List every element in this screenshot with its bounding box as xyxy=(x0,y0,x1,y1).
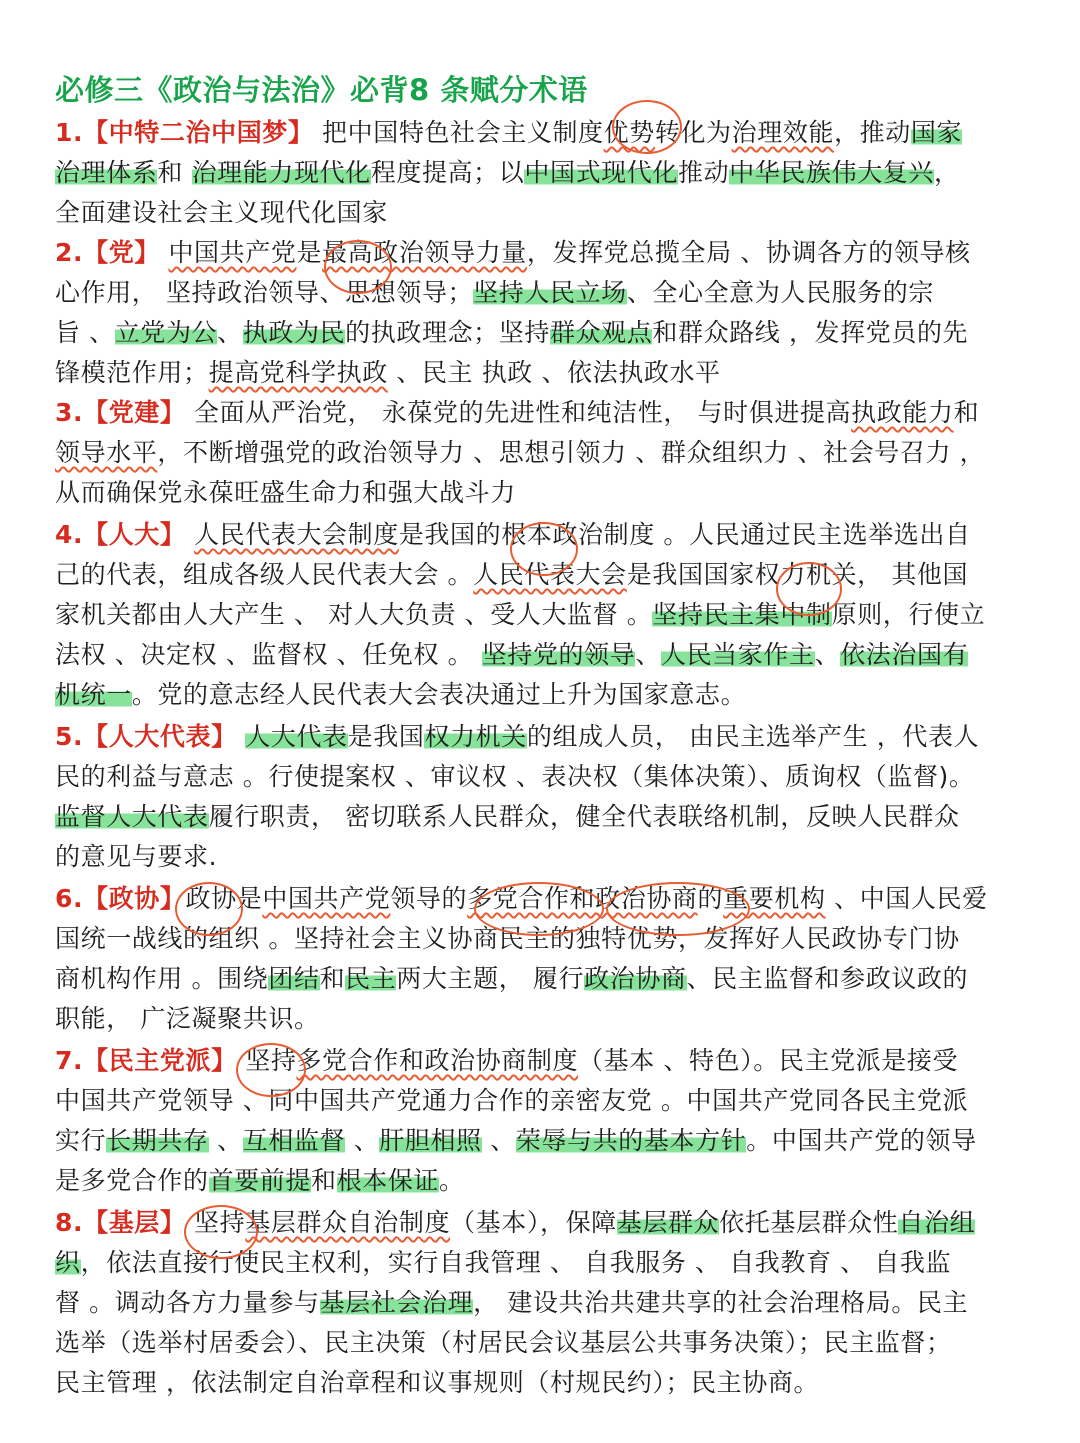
text-run: 、 xyxy=(217,318,243,347)
text-line xyxy=(55,800,960,834)
text-run: 从而确保党永葆旺盛生命力和强大战斗力 xyxy=(55,478,516,507)
text-run: 的组成人员， 由民主选举产生 ，代表人 xyxy=(526,722,980,751)
text-line xyxy=(55,558,968,592)
text-run: 督 。调动各方力量参与 xyxy=(55,1288,320,1317)
text-run: 是我国 xyxy=(347,722,425,751)
text-line xyxy=(55,598,985,632)
section-heading: 7.【民主党派】 xyxy=(55,1046,237,1075)
text-line xyxy=(55,196,388,230)
text-run: ，推动 xyxy=(834,118,911,147)
text-run: 是我国国家权力机关， 其他国 xyxy=(626,560,969,589)
text-run: 转化为 xyxy=(654,118,732,147)
highlighted-term: 治理体系 xyxy=(55,158,158,187)
underlined-term: 中国共产党 xyxy=(168,238,297,267)
text-line xyxy=(55,1044,958,1078)
highlighted-term: 权力机关 xyxy=(424,722,527,751)
text-run: 法权 、决定权 、监督权 、任免权 。 xyxy=(55,640,482,669)
text-line xyxy=(55,1286,968,1320)
text-run: 的执政理念；坚持 xyxy=(345,318,550,347)
text-line xyxy=(55,156,960,190)
text-run: 。中国共产党的领导 xyxy=(746,1126,977,1155)
text-line xyxy=(55,356,721,390)
highlighted-term: 机统一 xyxy=(55,680,132,709)
highlighted-term: 织 xyxy=(55,1248,81,1277)
text-run: 职能， 广泛凝聚共识。 xyxy=(55,1004,320,1033)
highlighted-term: 中国式现代化 xyxy=(524,158,678,187)
text-run: 坚持 xyxy=(185,1208,246,1237)
highlighted-term: 自治组 xyxy=(898,1208,976,1237)
text-run: 、 xyxy=(814,640,841,669)
text-run: ，发挥党总揽全局 、协调各方的领导核 xyxy=(526,238,971,267)
highlighted-term: 根本保证 xyxy=(336,1166,440,1195)
text-run: 锋模范作用； xyxy=(55,358,209,387)
text-run: 家机关都由人大产生 、 对人大负责 、受人大监督 。 xyxy=(55,600,653,629)
page-title: 必修三《政治与法治》必背8 条赋分术语 xyxy=(55,73,588,107)
underlined-term: 多党合作和政治协商制度 xyxy=(296,1046,579,1075)
highlighted-term: 团结 xyxy=(268,964,320,993)
highlighted-term: 民主 xyxy=(345,964,397,993)
highlighted-term: 人大代表 xyxy=(245,722,348,751)
text-run: ， 建设共治共建共享的社会治理格局。民主 xyxy=(473,1288,969,1317)
text-run: 的意见与要求. xyxy=(55,842,218,871)
text-line xyxy=(55,760,975,794)
text-line xyxy=(55,1326,952,1360)
highlighted-term: 执政为民 xyxy=(242,318,346,347)
section-heading: 5.【人大代表】 xyxy=(55,722,237,751)
text-run: 推动 xyxy=(677,158,730,187)
text-line xyxy=(55,316,968,350)
text-run: 、中国人民爱 xyxy=(825,884,988,913)
section-heading: 1.【中特二治中国梦】 xyxy=(55,118,314,147)
text-run: ， xyxy=(934,158,960,187)
highlighted-term: 坚持民主集中制 xyxy=(652,600,832,629)
text-run: 是多党合作的 xyxy=(55,1166,209,1195)
text-run: 中国共产党领导 、同中国共产党通力合作的亲密友党 。中国共产党同各民主党派 xyxy=(55,1086,969,1115)
text-run: 实行 xyxy=(55,1126,107,1155)
highlighted-term: 立党为公 xyxy=(114,318,218,347)
text-run: 程度提高；以 xyxy=(370,158,525,187)
text-run: 。党的意志经人民代表大会表决通过上升为国家意志。 xyxy=(131,680,747,709)
text-line xyxy=(55,276,934,310)
text-run: 坚持 xyxy=(236,1046,297,1075)
text-run: ，不断增强党的政治领导力 、思想引领力 、群众组织力 、社会号召力 ， xyxy=(157,438,986,467)
underlined-term: 治理效能 xyxy=(731,118,835,147)
text-run: 和 xyxy=(311,1166,337,1195)
text-run xyxy=(186,520,195,549)
underlined-term: 基层群众自治制度 xyxy=(245,1208,451,1237)
section-heading: 8.【基层】 xyxy=(55,1208,186,1237)
text-run: 、 xyxy=(635,640,661,669)
text-run xyxy=(237,722,246,751)
text-run: 的 xyxy=(697,884,724,913)
highlighted-term: 基层群众 xyxy=(616,1208,720,1237)
text-line xyxy=(55,1124,977,1158)
highlighted-term: 中华民族伟大复兴 xyxy=(729,158,934,187)
text-run: 民的利益与意志 。行使提案权 、审议权 、表决权（集体决策）、质询权（监督)。 xyxy=(55,762,975,791)
highlighted-term: 首要前提 xyxy=(208,1166,312,1195)
text-run: 旨 、 xyxy=(55,318,115,347)
text-run: 和群众路线 ，发挥党员的先 xyxy=(652,318,969,347)
text-run: 、 xyxy=(208,1126,243,1155)
text-line xyxy=(55,720,979,754)
text-run: 国统一战线的组织 。坚持社会主义协商民主的独特优势，发挥好人民政协专门协 xyxy=(55,924,960,953)
text-line xyxy=(55,1084,968,1118)
text-run: 原则，行使立 xyxy=(831,600,986,629)
underlined-term: 最高政治领导力量 xyxy=(322,238,527,267)
highlighted-term: 治理能力现代化 xyxy=(191,158,371,187)
highlighted-term: 政治协商 xyxy=(584,964,687,993)
text-line xyxy=(55,116,962,150)
text-run: （基本），保障 xyxy=(450,1208,617,1237)
text-run: 、 xyxy=(481,1126,516,1155)
text-run: 、民主 执政 、依法执政水平 xyxy=(387,358,721,387)
text-run: （基本 、特色）。民主党派是接受 xyxy=(578,1046,959,1075)
highlighted-term: 依法治国有 xyxy=(840,640,969,669)
text-line xyxy=(55,396,979,430)
text-line xyxy=(55,840,217,874)
section-heading: 4.【人大】 xyxy=(55,520,186,549)
text-run: 履行职责， 密切联系人民群众，健全代表联络机制，反映人民群众 xyxy=(208,802,960,831)
text-run: ，依法直接行使民主权利，实行自我管理 、 自我服务 、 自我教育 、 自我监 xyxy=(80,1248,952,1277)
text-run: 两大主题， 履行 xyxy=(396,964,585,993)
text-line xyxy=(55,1366,819,1400)
text-line xyxy=(55,476,516,510)
text-run: 和 xyxy=(319,964,346,993)
text-run: 是 xyxy=(296,238,323,267)
underlined-term: 多党合作和政治协商 xyxy=(467,884,698,913)
section-heading: 6.【政协】 xyxy=(55,884,186,913)
highlighted-term: 坚持人民立场 xyxy=(473,278,627,307)
highlighted-term: 长期共存 xyxy=(106,1126,209,1155)
text-line xyxy=(55,236,971,270)
text-line xyxy=(55,962,968,996)
text-line xyxy=(55,678,746,712)
text-run: 民主管理 ，依法制定自治章程和议事规则（村规民约）；民主协商。 xyxy=(55,1368,820,1397)
highlighted-term: 荣辱与共的基本方针 xyxy=(515,1126,747,1155)
highlighted-term: 基层社会治理 xyxy=(319,1288,474,1317)
text-run: 、全心全意为人民服务的宗 xyxy=(626,278,934,307)
text-line xyxy=(55,436,985,470)
text-run: 领导的 xyxy=(390,884,468,913)
text-run: 政协是 xyxy=(185,884,263,913)
text-run: 己的代表，组成各级人民代表大会 。 xyxy=(55,560,474,589)
text-line xyxy=(55,922,960,956)
highlighted-term: 群众观点 xyxy=(549,318,653,347)
section-heading: 3.【党建】 xyxy=(55,398,186,427)
text-run: 。 xyxy=(439,1166,465,1195)
text-run: 依托基层群众性 xyxy=(719,1208,899,1237)
highlighted-term: 人民当家作主 xyxy=(660,640,815,669)
highlighted-term: 国家 xyxy=(910,118,963,147)
underlined-term: 人民代表大会制度 xyxy=(194,520,399,549)
text-run: 全面建设社会主义现代化国家 xyxy=(55,198,388,227)
underlined-term: 中国共产党 xyxy=(262,884,391,913)
underlined-term: 重要机构 xyxy=(723,884,826,913)
text-run: 是我国的根本政治制度 。人民通过民主选举选出自 xyxy=(398,520,971,549)
text-run: 、民主监督和参政议政的 xyxy=(686,964,969,993)
underlined-term: 执政能力 xyxy=(851,398,954,427)
text-line xyxy=(55,1164,465,1198)
text-line xyxy=(55,518,971,552)
highlighted-term: 坚持党的领导 xyxy=(481,640,636,669)
text-line xyxy=(55,1246,951,1280)
text-line xyxy=(55,882,988,916)
text-line xyxy=(55,638,968,672)
text-line xyxy=(55,1002,320,1036)
underlined-term: 领导水平 xyxy=(55,438,158,467)
text-run: 把中国特色社会主义制度 xyxy=(313,118,604,147)
text-run: 和 xyxy=(157,158,192,187)
underlined-term: 优势 xyxy=(603,118,655,147)
highlighted-term: 肝胆相照 xyxy=(379,1126,482,1155)
section-heading: 2.【党】 xyxy=(55,238,160,267)
text-run: 和 xyxy=(953,398,980,427)
text-run: 、 xyxy=(345,1126,380,1155)
underlined-term: 人民代表大会 xyxy=(473,560,627,589)
text-run: 选举（选举村居委会）、民主决策（村居民会议基层公共事务决策）；民主监督； xyxy=(55,1328,952,1357)
underlined-term: 提高党科学执政 xyxy=(208,358,388,387)
highlighted-term: 互相监督 xyxy=(242,1126,346,1155)
text-run: 全面从严治党， 永葆党的先进性和纯洁性， 与时俱进提高 xyxy=(185,398,852,427)
text-run: 商机构作用 。围绕 xyxy=(55,964,269,993)
text-line xyxy=(55,1206,975,1240)
text-run: 心作用， 坚持政治领导、思想领导； xyxy=(55,278,474,307)
highlighted-term: 监督人大代表 xyxy=(55,802,209,831)
